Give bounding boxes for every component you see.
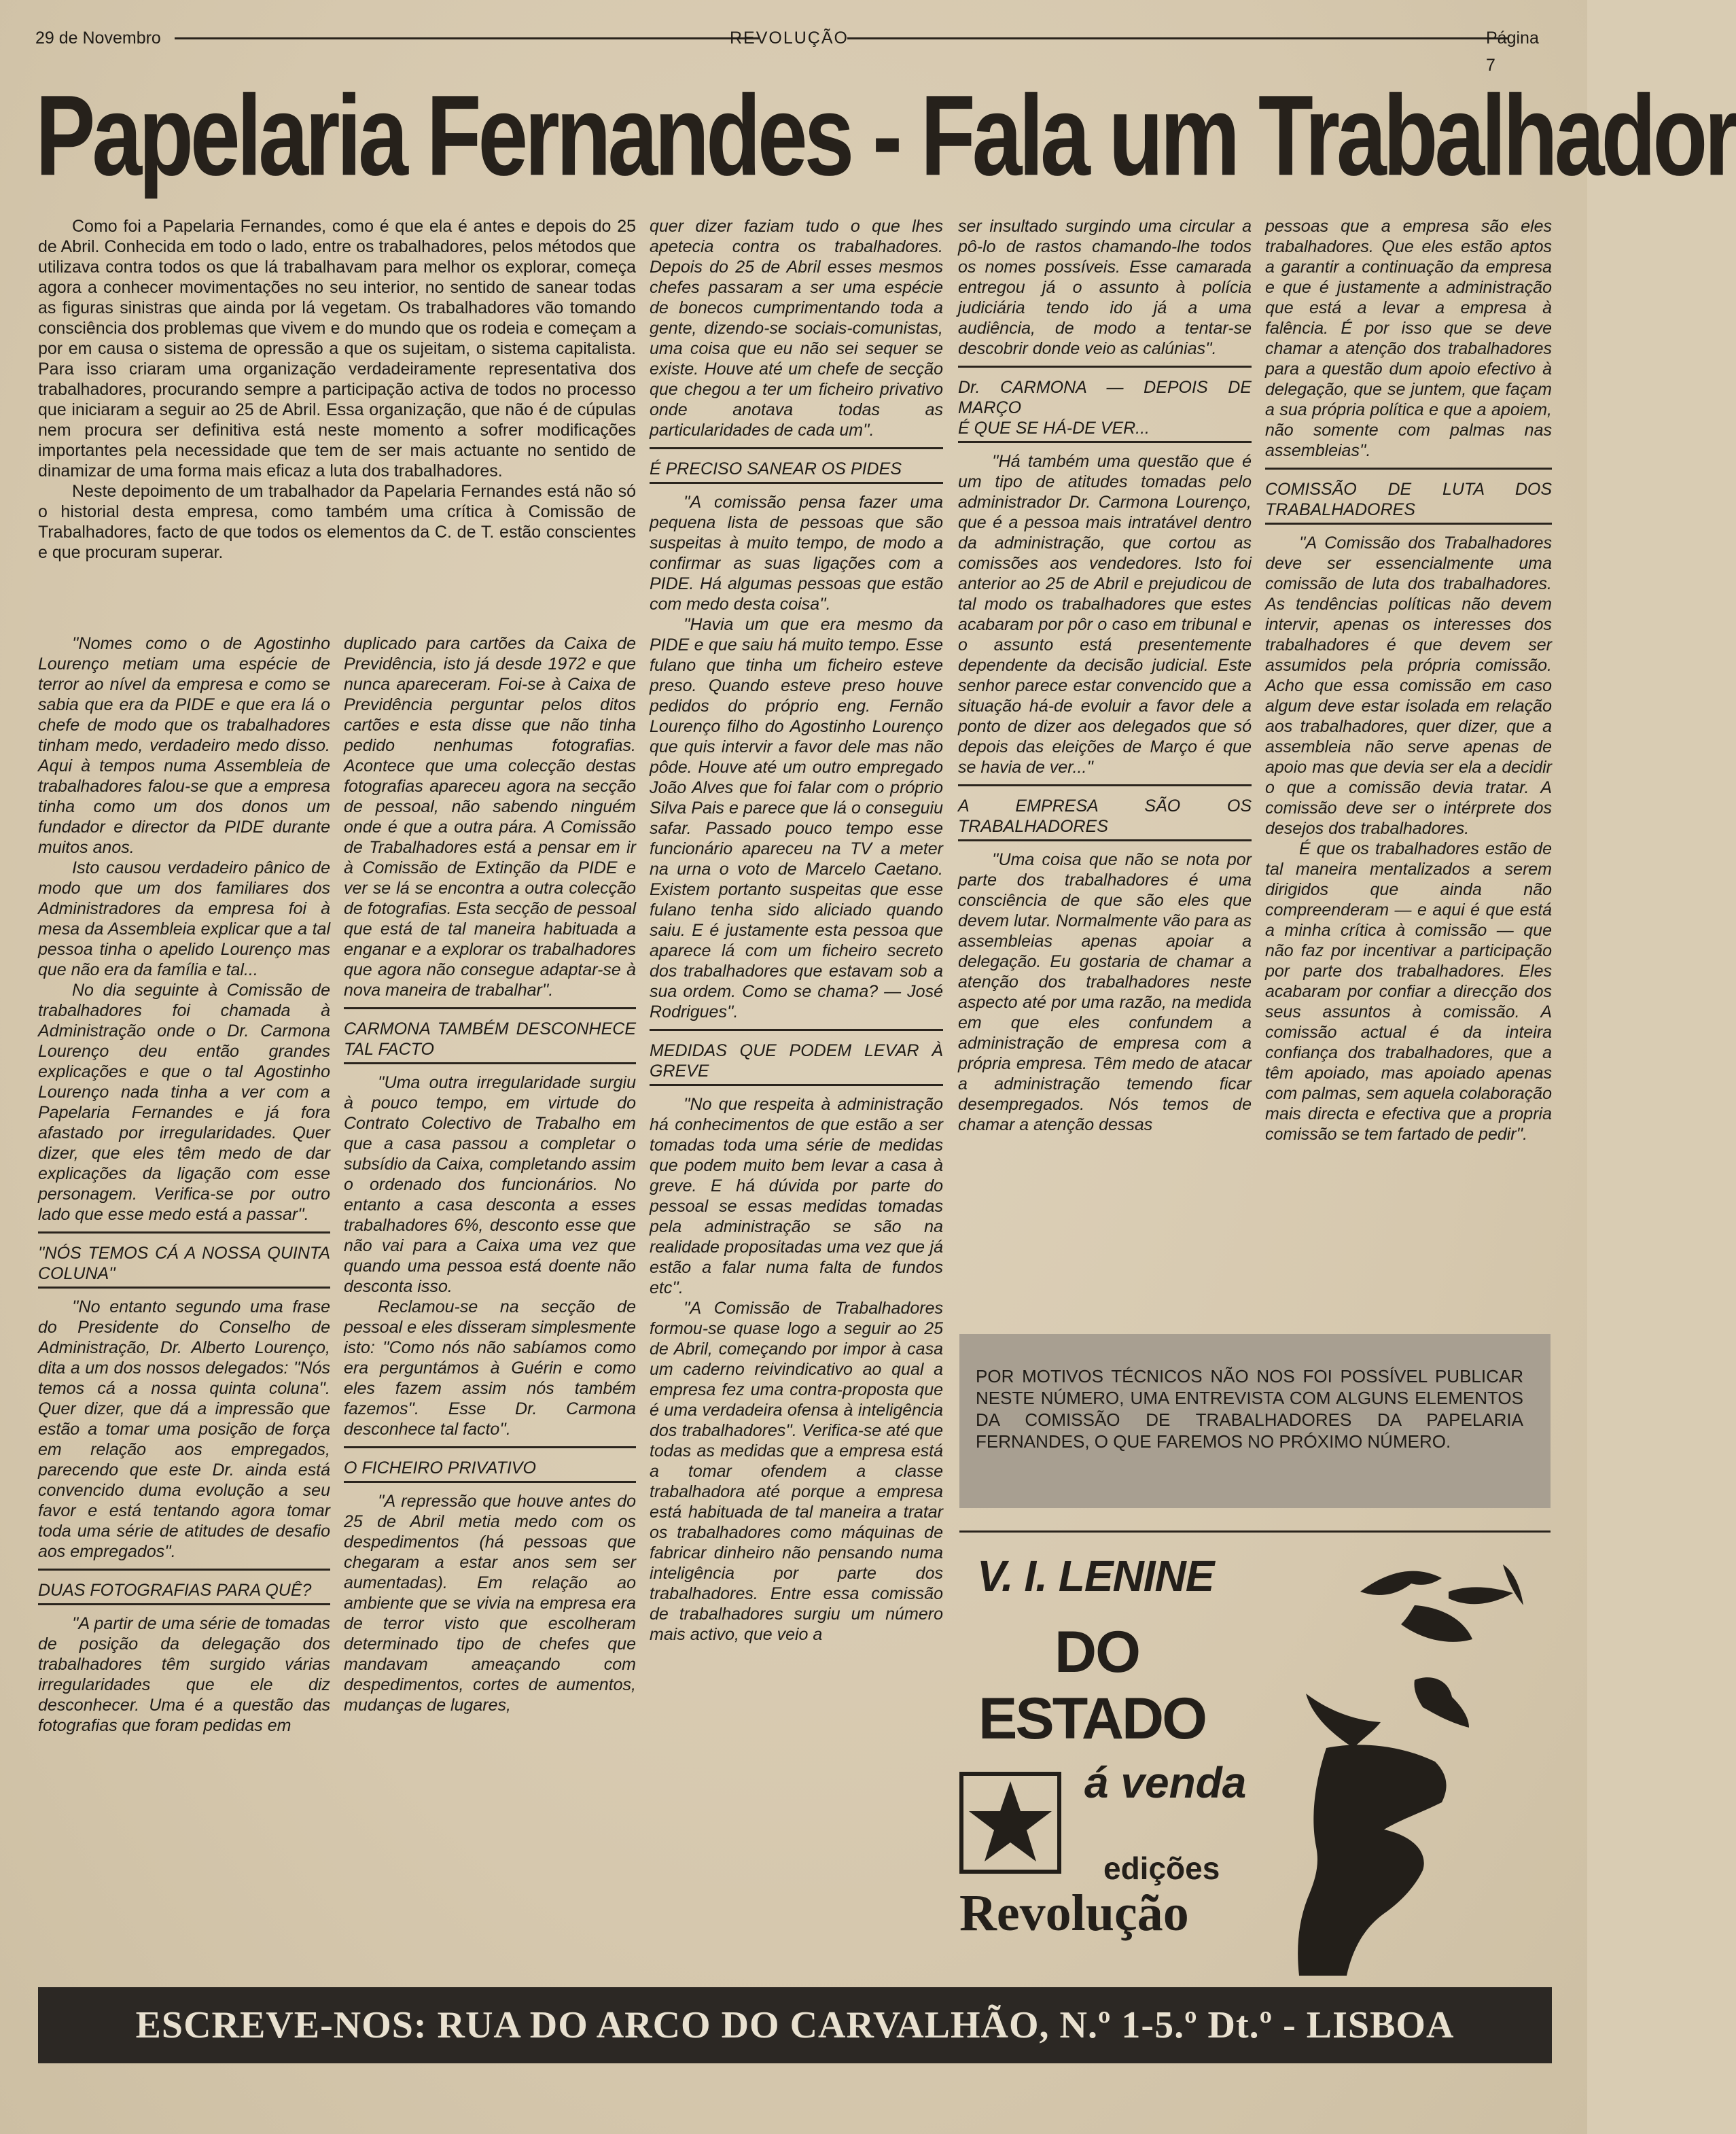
page-header	[35, 24, 1552, 75]
section-rule	[958, 366, 1252, 368]
article-paragraph: Reclamou-se na secção de pessoal e eles disseram simplesmente isto: ''Como nós não sabíamos como era perguntámos à Guérin e como eles fazem assim nós também fazemos''. Esse Dr. Carmona desconhece tal facto''.	[344, 1297, 636, 1439]
section-rule	[650, 1029, 943, 1031]
article-paragraph: Isto causou verdadeiro pânico de modo que um dos familiares dos Administradores da empresa foi à mesa da Assembleia explicar que a tal pessoa tinha o apelido Lourenço mas que não era da família e tal...	[38, 858, 330, 979]
address-banner: ESCREVE-NOS: RUA DO ARCO DO CARVALHÃO, N.º 1-5.º Dt.º - LISBOA	[38, 1987, 1552, 2063]
section-heading: DUAS FOTOGRAFIAS PARA QUÊ?	[38, 1580, 330, 1605]
article-paragraph: É que os trabalhadores estão de tal maneira mentalizados a serem dirigidos que ainda não compreenderam — e aqui é que está a minha crítica à comissão — que não faz por incentivar a participação por parte dos trabalhadores. Eles acabaram por confiar a direcção dos seus assuntos à comissão. A comissão actual é da inteira confiança dos trabalhadores, que a têm apoiado, mas apoiado apenas com palmas, sem aquela colaboração mais directa e efectiva que a propria comissão se tem fartado de pedir''.	[1265, 839, 1552, 1144]
article-paragraph: No dia seguinte à Comissão de trabalhadores foi chamada à Administração onde o Dr. Carmona Lourenço deu então grandes explicações e que o tal Agostinho Lourenço nada tinha a ver com a Papelaria Fernandes e já fora afastado por irregularidades. Quer dizer, que eles têm medo de dar explicações da ligação com esse personagem. Verifica-se por outro lado que esse medo está a passar''.	[38, 981, 330, 1224]
header-rule-left	[175, 37, 759, 39]
column-4	[958, 216, 1252, 1135]
article-paragraph: ''A partir de uma série de tomadas de posição da delegação dos trabalhadores têm surgido várias irregularidades que ele diz desconhecer. Uma é a questão das fotografias que foram pedidas em	[38, 1614, 330, 1735]
lenin-portrait-illustration	[1245, 1544, 1551, 1979]
column-1	[38, 633, 330, 1736]
section-rule	[1265, 468, 1552, 470]
ad-sale-text: á venda	[1084, 1758, 1247, 1807]
section-heading-line: Dr. CARMONA — DEPOIS DE MARÇO	[958, 378, 1252, 417]
section-rule	[344, 1007, 636, 1009]
section-heading: MEDIDAS QUE PODEM LEVAR À GREVE	[650, 1040, 943, 1086]
column-5	[1265, 216, 1552, 1144]
article-paragraph: pessoas que a empresa são eles trabalhadores. Que eles estão aptos a garantir a continuação da empresa e que é justamente a administração que está a levar a empresa à falência. É por isso que se deve chamar a atenção dos trabalhadores para a questão dum apoio efectivo à delegação, que se juntem, que façam a sua própria política e que a apoiem, não somente com palmas nas assembleias''.	[1265, 217, 1552, 460]
article-paragraph: ''A Comissão dos Trabalhadores deve ser essencialmente uma comissão de luta dos trabalhadores. As tendências políticas não devem intervir, apenas os interesses dos trabalhadores é que devem ser assumidos pela própria comissão. Acho que essa comissão em caso algum deve estar isolada em relação aos trabalhadores, quer dizer, que a assembleia não serve apenas de apoio mas que devia ser ela a decidir o que a comissão devia tratar. A comissão deve ser o intérprete dos desejos dos trabalhadores.	[1265, 534, 1552, 838]
article-paragraph: ''Uma coisa que não se nota por parte dos trabalhadores é uma consciência de que são eles que devem lutar. Normalmente vão para as assembleias apenas apoiar a delegação. Eu gostaria de chamar a atenção dos trabalhadores neste aspecto até por uma razão, na medida em que eles confundem a administração de empresa com a própria empresa. Têm medo de atacar a administração temendo ficar desempregados. Nós temos de chamar a atenção dessas	[958, 850, 1252, 1134]
article-paragraph: ser insultado surgindo uma circular a pô-lo de rastos chamando-lhe todos os nomes possíveis. Esse camarada entregou já o assunto à polícia judiciária tendo ido já a uma audiência, de modo a tentar-se descobrir donde veio as calúnias''.	[958, 217, 1252, 358]
article-paragraph: ''Uma outra irregularidade surgiu à pouco tempo, em virtude do Contrato Colectivo de Trabalho em que a casa passou a completar o subsídio da Caixa, completando assim o ordenado dos funcionários. No entanto a casa desconta a esses trabalhadores 6%, desconto esse que não vai para a Caixa uma vez que quando uma pessoa está doente não desconta isso.	[344, 1073, 636, 1296]
article-paragraph: quer dizer faziam tudo o que lhes apetecia contra os trabalhadores. Depois do 25 de Abril esses mesmos chefes passaram a ser uma espécie de bonecos cumprimentando toda a gente, dizendo-se sociais-comunistas, uma coisa que eu não sei sequer se existe. Houve até um chefe de secção que chegou a ter um ficheiro privativo onde anotava todas as particularidades de cada um''.	[650, 217, 943, 440]
article-paragraph: ''No entanto segundo uma frase do Presidente do Conselho de Administração, Dr. Alberto Lourenço, dita a um dos nossos delegados: ''Nós temos cá a nossa quinta coluna''. Quer dizer, que dá a impressão que estão a tomar uma posição de força em relação aos empregados, parecendo que este Dr. ainda está convencido duma evolução a seu favor e está tentando agora tomar toda uma série de atitudes de desafio aos empregados''.	[38, 1297, 330, 1561]
header-rule-right	[847, 37, 1508, 39]
section-heading: COMISSÃO DE LUTA DOS TRABALHADORES	[1265, 479, 1552, 525]
star-icon	[963, 1776, 1057, 1870]
section-heading-line: É QUE SE HÁ-DE VER...	[958, 419, 1150, 438]
star-logo	[959, 1772, 1061, 1874]
ad-publisher-line-1: edições	[1103, 1851, 1220, 1886]
article-paragraph: ''Há também uma questão que é um tipo de atitudes tomadas pelo administrador Dr. Carmona Lourenço, que é a pessoa mais intratável dentro da administração, que cortou as comissões aos vendedores. Isto foi anterior ao 25 de Abril e prejudicou de tal modo os trabalhadores que estes acabaram por pôr o caso em tribunal e o assunto está presentemente dependente da decisão judicial. Este senhor parece estar convencido que a situação há-de evoluir a favor dele a ponto de dizer aos delegados que só depois das eleições de Março é que se havia de ver...''	[958, 452, 1252, 777]
column-2	[344, 633, 636, 1715]
section-heading	[958, 377, 1252, 443]
book-advertisement	[959, 1530, 1551, 1979]
section-heading: ''NÓS TEMOS CÁ A NOSSA QUINTA COLUNA''	[38, 1243, 330, 1289]
section-heading: A EMPRESA SÃO OS TRABALHADORES	[958, 796, 1252, 841]
editorial-notice: POR MOTIVOS TÉCNICOS NÃO NOS FOI POSSÍVEL PUBLICAR NESTE NÚMERO, UMA ENTREVISTA COM ALGUNS ELEMENTOS DA COMISSÃO DE TRABALHADORES DA PAPELARIA FERNANDES, O QUE FAREMOS NO PRÓXIMO NÚMERO.	[959, 1334, 1551, 1508]
article-paragraph: ''No que respeita à administração há conhecimentos de que estão a ser tomadas toda uma série de medidas que podem muito bem levar a casa à greve. E há dúvida por parte do pessoal se essas medidas tomadas pela administração se são na realidade propositadas uma vez que já estão a falar numa falta de fundos etc''.	[650, 1095, 943, 1297]
intro-paragraph-2: Neste depoimento de um trabalhador da Papelaria Fernandes está não só o historial desta empresa, como também uma crítica à Comissão de Trabalhadores, facto de que todos os elementos da C. de T. estão conscientes e que procuram superar.	[38, 482, 636, 562]
section-rule	[650, 447, 943, 449]
article-paragraph: ''Havia um que era mesmo da PIDE e que saiu há muito tempo. Esse fulano que tinha um ficheiro esteve preso. Quando esteve preso houve pedidos do próprio eng. Fernão Lourenço filho do Agostinho Lourenço que quis intervir a favor dele mas não pôde. Houve até um outro empregado João Alves que foi falar com o próprio Silva Pais e parece que lá o conseguiu safar. Passado pouco tempo esse funcionário apareceu na TV a meter na urna o voto de Marcelo Caetano. Existem portanto suspeitas que esse fulano tenha sido aliciado quando saiu. E é justamente esta pessoa que aparece lá com um ficheiro secreto dos trabalhadores que estavam sob a sua ordem. Como se chama? — José Rodrigues''.	[650, 615, 943, 1021]
ad-title-line-1: DO	[1055, 1620, 1139, 1685]
ad-publisher-line-2: Revolução	[959, 1885, 1189, 1942]
article-paragraph: ''Nomes como o de Agostinho Lourenço metiam uma espécie de terror ao nível da empresa e como se sabia que era da PIDE e que era lá o chefe de modo que os trabalhadores tinham medo, verdadeiro medo disso. Aqui à tempos numa Assembleia de trabalhadores falou-se que a empresa tinha como um dos donos um fundador e director da PIDE durante muitos anos.	[38, 634, 330, 857]
headline: Papelaria Fernandes - Fala um Trabalhador	[35, 72, 1736, 200]
ad-title-line-2: ESTADO	[978, 1686, 1205, 1751]
issue-date: 29 de Novembro	[35, 29, 161, 48]
ad-author: V. I. LENINE	[977, 1552, 1214, 1600]
newspaper-name: REVOLUÇÃO	[730, 29, 849, 48]
ad-top-rule	[959, 1530, 1551, 1533]
page-number: Página 7	[1486, 29, 1539, 75]
section-rule	[38, 1569, 330, 1571]
column-3	[650, 216, 943, 1645]
section-heading: O FICHEIRO PRIVATIVO	[344, 1458, 636, 1483]
article-paragraph: duplicado para cartões da Caixa de Previdência, isto já desde 1972 e que nunca apareceram. Foi-se à Caixa de Previdência perguntar pelos ditos cartões e esta disse que não tinha pedido nenhumas fotografias. Acontece que uma colecção destas fotografias apareceu agora na secção de pessoal, não sabendo ninguém onde é que a outra pára. A Comissão de Trabalhadores está a pensar em ir à Comissão de Extinção da PIDE e ver se lá se encontra a outra colecção de fotografias. Esta secção de pessoal que está de tal maneira habituada a enganar e a explorar os trabalhadores que agora não consegue adaptar-se à nova maneira de trabalhar''.	[344, 634, 636, 1000]
article-paragraph: ''A comissão pensa fazer uma pequena lista de pessoas que são suspeitas à muito tempo, de modo a confirmar as suas ligações com a PIDE. Há algumas pessoas que estão com medo desta coisa''.	[650, 493, 943, 614]
article-paragraph: ''A Comissão de Trabalhadores formou-se quase logo a seguir ao 25 de Abril, começando por impor à casa um caderno reivindicativo ao qual a empresa fez uma contra-proposta que é uma verdadeira ofensa à inteligência dos trabalhadores''. Verifica-se até que todas as medidas que a empresa está a tomar ofendem a classe trabalhadora até porque a empresa está habituada de tal maneira a tratar os trabalhadores como máquinas de fabricar dinheiro não pensando numa inteligência por parte dos trabalhadores. Entre essa comissão de trabalhadores surgiu um número mais activo, que veio a	[650, 1299, 943, 1644]
section-rule	[38, 1231, 330, 1234]
article-paragraph: ''A repressão que houve antes do 25 de Abril metia medo com os despedimentos (há pessoas que chegaram a estar anos sem ser aumentadas). Em relação ao ambiente que se vivia na empresa era de terror visto que escolheram determinado tipo de chefes que mandavam ameaçando com despedimentos, cortes de aumentos, mudanças de lugares,	[344, 1492, 636, 1715]
section-heading: CARMONA TAMBÉM DESCONHECE TAL FACTO	[344, 1019, 636, 1064]
section-rule	[344, 1446, 636, 1448]
section-rule	[958, 784, 1252, 786]
intro-text	[38, 216, 636, 563]
section-heading: É PRECISO SANEAR OS PIDES	[650, 459, 943, 484]
intro-paragraph-1: Como foi a Papelaria Fernandes, como é que ela é antes e depois do 25 de Abril. Conhecida em todo o lado, entre os trabalhadores, pelos métodos que utilizava contra todos os que lá trabalhavam para melhor os explorar, começa agora a conhecer movimentações no seu interior, no sentido de sanear todas as figuras sinistras que ainda por lá vegetam. Os trabalhadores vão tomando consciência dos problemas que vivem e do mundo que os rodeia e começam a por em causa o sistema de opressão a que os sujeitam, o sistema capitalista. Para isso criaram uma organização verdadeiramente representativa dos trabalhadores, procurando sempre a participação activa de todos no processo que iniciaram a seguir ao 25 de Abril. Essa organização, que não é de cúpulas nem procura ser definitiva está neste momento a sofrer modificações importantes pela necessidade que tem de ser mais actuante no sentido de dinamizar de uma forma mais eficaz a luta dos trabalhadores.	[38, 217, 636, 480]
